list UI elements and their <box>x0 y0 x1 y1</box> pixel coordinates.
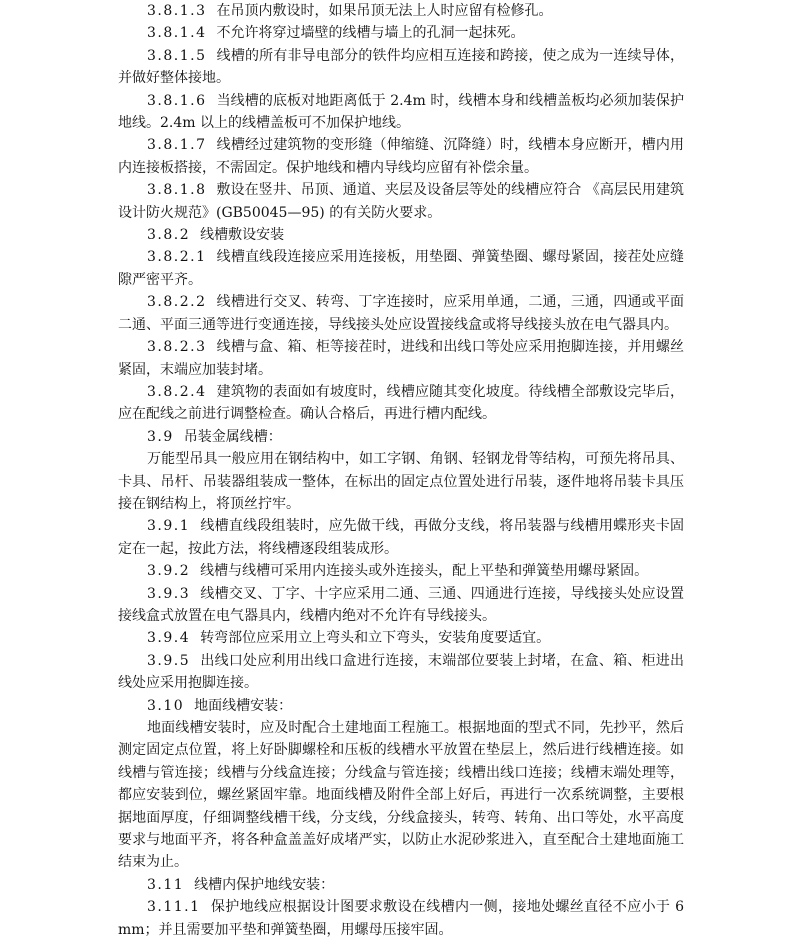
section-number: 3.8.2 <box>147 227 191 244</box>
document-body <box>118 0 684 941</box>
paragraph-text: 转弯部位应采用立上弯头和立下弯头，安装角度要适宜。 <box>200 630 551 647</box>
section-number: 3.9.3 <box>147 585 191 602</box>
section-number: 3.9.2 <box>147 563 191 580</box>
paragraph-text: 线槽直线段连接应采用连接板，用垫圈、弹簧垫圈、螺母紧固，接茬处应缝隙严密平齐。 <box>118 249 684 288</box>
section-number: 3.8.1.6 <box>147 92 207 109</box>
paragraph <box>118 874 684 896</box>
paragraph <box>118 896 684 941</box>
paragraph-text: 万能型吊具一般应用在钢结构中，如工字钢、角钢、轻钢龙骨等结构，可预先将吊具、卡具、吊杆、吊装器组装成一整体，在标出的固定点位置处进行吊装，逐件地将吊装卡具压接在钢结构上，将顶丝拧牢。 <box>118 451 684 512</box>
paragraph-text: 保护地线应根据设计图要求敷设在线槽内一侧，接地处螺丝直径不应小于 6mm；并且需要加平垫和弹簧垫圈，用螺母压接牢固。 <box>118 899 684 938</box>
paragraph <box>118 583 684 628</box>
section-number: 3.9.5 <box>147 652 191 669</box>
paragraph <box>118 134 684 179</box>
paragraph <box>118 448 684 515</box>
paragraph-text: 出线口处应利用出线口盒进行连接，末端部位要装上封堵，在盒、箱、柜进出线处应采用抱脚连接。 <box>118 652 684 692</box>
paragraph-text: 敷设在竖井、吊顶、通道、夹层及设备层等处的线槽应符合 《高层民用建筑设计防火规范》(GB50045—95) 的有关防火要求。 <box>118 182 684 221</box>
section-number: 3.11.1 <box>147 899 201 916</box>
paragraph-text: 线槽的所有非导电部分的铁件均应相互连接和跨接，使之成为一连续导体，并做好整体接地。 <box>118 47 684 87</box>
section-number: 3.9.1 <box>147 518 191 535</box>
section-number: 3.8.1.4 <box>147 25 207 42</box>
paragraph <box>118 381 684 426</box>
section-number: 3.8.1.5 <box>147 47 207 64</box>
paragraph <box>118 45 684 90</box>
paragraph <box>118 336 684 381</box>
paragraph-text: 地面线槽安装： <box>194 697 293 714</box>
section-number: 3.8.1.7 <box>147 137 207 154</box>
paragraph-text: 地面线槽安装时，应及时配合土建地面工程施工。根据地面的型式不同，先抄平，然后测定固定点位置，将上好卧脚螺栓和压板的线槽水平放置在垫层上，然后进行线槽连接。如线槽与管连接；线槽与分线盒连接；分线盒与管连接；线槽出线口连接；线槽末端处理等，都应安装到位，螺丝紧固牢靠。地面线槽及附件全部上好后，再进行一次系统调整，主要根据地面厚度，仔细调整线槽干线，分支线，分线盒接头，转弯、转角、出口等处，水平高度要求与地面平齐，将各种盒盖盖好成堵严实，以防止水泥砂浆进入，直至配合土建地面施工结束为止。 <box>118 720 684 871</box>
paragraph <box>118 426 684 448</box>
paragraph <box>118 179 684 224</box>
paragraph-text: 吊装金属线槽： <box>183 428 282 445</box>
section-number: 3.8.2.1 <box>147 249 207 266</box>
paragraph <box>118 246 684 291</box>
paragraph <box>118 627 684 649</box>
paragraph <box>118 695 684 717</box>
paragraph <box>118 650 684 695</box>
paragraph <box>118 224 684 246</box>
section-number: 3.8.2.3 <box>147 339 207 356</box>
paragraph <box>118 22 684 44</box>
section-number: 3.9.4 <box>147 630 191 647</box>
paragraph-text: 线槽交叉、丁字、十字应采用二通、三通、四通进行连接，导线接头处应设置接线盒式放置在电气器具内，线槽内绝对不允许有导线接头。 <box>118 585 684 624</box>
paragraph <box>118 515 684 560</box>
paragraph <box>118 90 684 135</box>
paragraph-text: 当线槽的底板对地距离低于 2.4m 时，线槽本身和线槽盖板均必须加装保护地线。2.4m 以上的线槽盖板可不加保护地线。 <box>118 92 684 132</box>
section-number: 3.8.1.8 <box>147 182 207 199</box>
paragraph <box>118 291 684 336</box>
section-number: 3.8.1.3 <box>147 3 207 19</box>
section-number: 3.9 <box>147 428 174 445</box>
paragraph-text: 线槽与盒、箱、柜等接茬时，进线和出线口等处应采用抱脚连接，并用螺丝紧固，末端应加装封堵。 <box>118 339 684 378</box>
paragraph <box>118 0 684 22</box>
paragraph-text: 线槽与线槽可采用内连接头或外连接头，配上平垫和弹簧垫用螺母紧固。 <box>200 563 649 580</box>
paragraph <box>118 717 684 874</box>
section-number: 3.8.2.2 <box>147 294 207 311</box>
paragraph-text: 线槽直线段组装时，应先做干线，再做分支线，将吊装器与线槽用蝶形夹卡固定在一起，按此方法，将线槽逐段组装成形。 <box>118 518 684 557</box>
paragraph-text: 线槽进行交叉、转弯、丁字连接时，应采用单通，二通，三通，四通或平面二通、平面三通等进行变通连接，导线接头处应设置接线盒或将导线接头放在电气器具内。 <box>118 294 684 333</box>
paragraph-text: 在吊顶内敷设时，如果吊顶无法上人时应留有检修孔。 <box>216 3 553 19</box>
paragraph <box>118 560 684 582</box>
section-number: 3.8.2.4 <box>147 383 207 400</box>
paragraph-text: 不允许将穿过墙壁的线槽与墙上的孔洞一起抹死。 <box>216 25 525 42</box>
paragraph-text: 线槽经过建筑物的变形缝（伸缩缝、沉降缝）时，线槽本身应断开，槽内用内连接板搭接，不需固定。保护地线和槽内导线均应留有补偿余量。 <box>118 137 684 176</box>
paragraph-text: 线槽敷设安装 <box>200 227 285 244</box>
paragraph-text: 线槽内保护地线安装： <box>194 876 335 893</box>
section-number: 3.10 <box>147 697 185 714</box>
section-number: 3.11 <box>147 876 185 893</box>
paragraph-text: 建筑物的表面如有坡度时，线槽应随其变化坡度。待线槽全部敷设完毕后，应在配线之前进行调整检查。确认合格后，再进行槽内配线。 <box>118 383 684 423</box>
